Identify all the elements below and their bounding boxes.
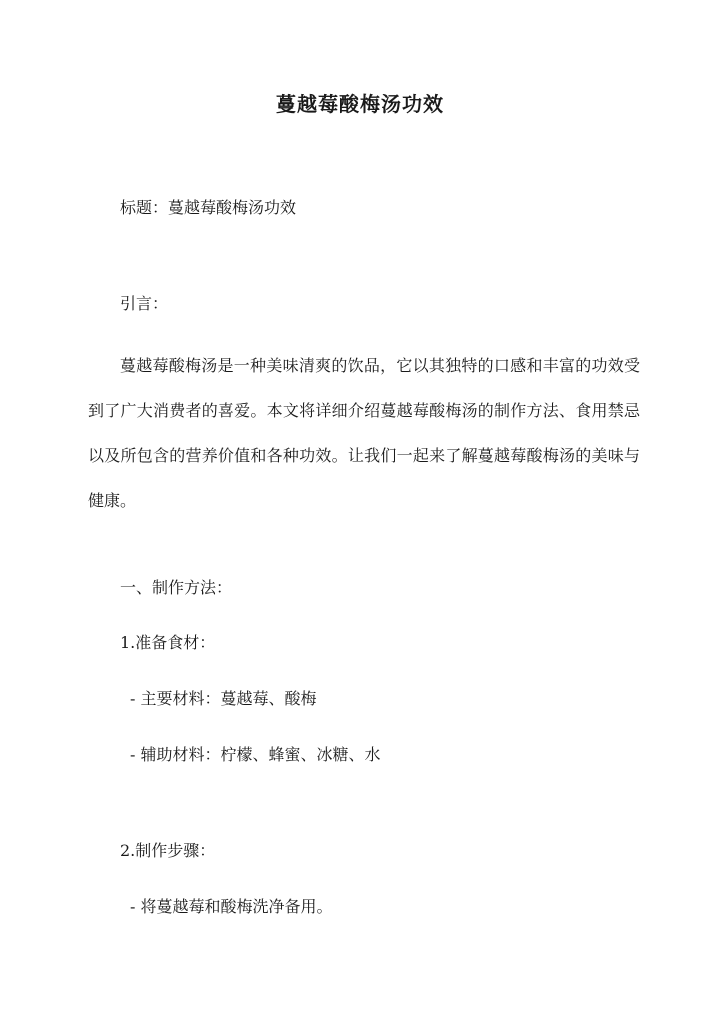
- title-line: 标题：蔓越莓酸梅汤功效: [120, 198, 297, 217]
- step-heading-procedure: 2.制作步骤：: [120, 841, 216, 860]
- intro-heading: 引言：: [120, 294, 169, 313]
- list-item: - 将蔓越莓和酸梅洗净备用。: [130, 897, 333, 916]
- intro-paragraph: 蔓越莓酸梅汤是一种美味清爽的饮品，它以其独特的口感和丰富的功效受到了广大消费者的喜爱。本文将详细介绍蔓越莓酸梅汤的制作方法、食用禁忌以及所包含的营养价值和各种功效。让我们一起来了解蔓越莓酸梅汤的美味与健康。: [88, 356, 640, 510]
- list-item: - 主要材料：蔓越莓、酸梅: [130, 689, 317, 708]
- step-heading-ingredients: 1.准备食材：: [120, 633, 216, 652]
- list-item: - 辅助材料：柠檬、蜂蜜、冰糖、水: [130, 745, 381, 764]
- section-heading-method: 一、制作方法：: [120, 578, 233, 597]
- document-title: 蔓越莓酸梅汤功效: [276, 92, 444, 116]
